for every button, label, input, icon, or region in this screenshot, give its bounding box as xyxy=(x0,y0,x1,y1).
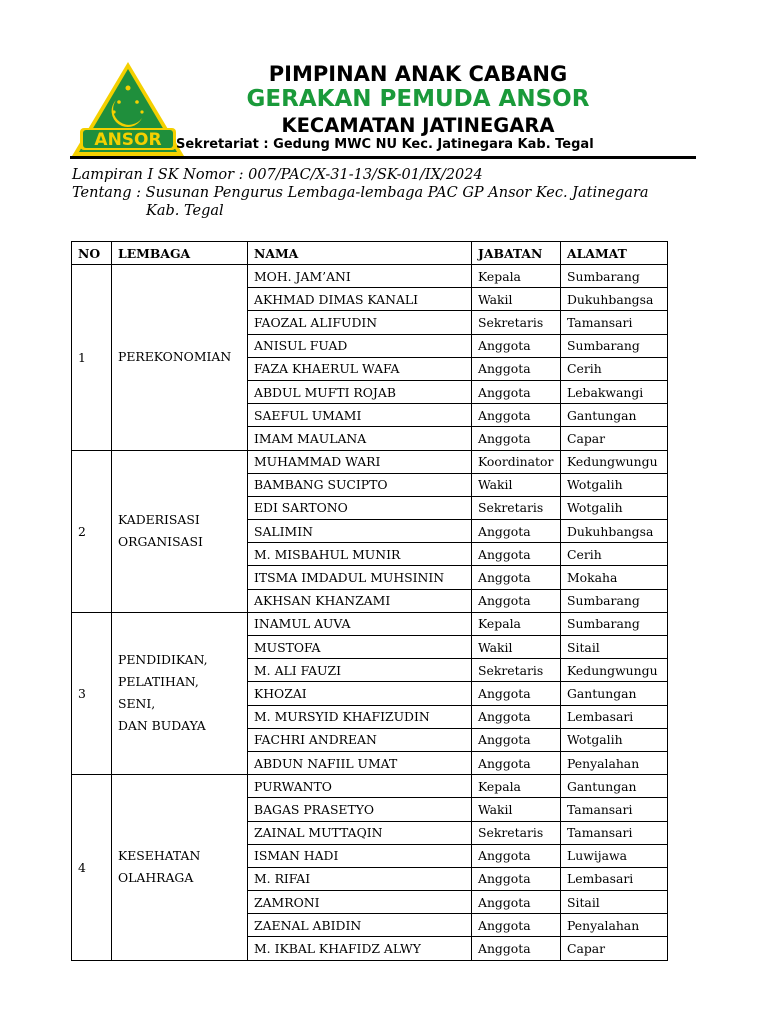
cell-nama: MUSTOFA xyxy=(248,636,472,659)
cell-alamat: Wotgalih xyxy=(561,473,668,496)
cell-alamat: Capar xyxy=(561,427,668,450)
cell-alamat: Gantungan xyxy=(561,682,668,705)
cell-jabatan: Anggota xyxy=(472,404,561,427)
cell-nama: SAEFUL UMAMI xyxy=(248,404,472,427)
cell-alamat: Kedungwungu xyxy=(561,450,668,473)
lembaga-line: ORGANISASI xyxy=(118,534,203,550)
lembaga-line: PELATIHAN, xyxy=(118,674,199,690)
cell-alamat: Sitail xyxy=(561,891,668,914)
cell-nama: AKHSAN KHANZAMI xyxy=(248,589,472,612)
cell-nama: ANISUL FUAD xyxy=(248,334,472,357)
cell-jabatan: Wakil xyxy=(472,798,561,821)
table-row xyxy=(72,775,668,798)
cell-nama: KHOZAI xyxy=(248,682,472,705)
cell-alamat: Sumbarang xyxy=(561,334,668,357)
group-number: 1 xyxy=(72,265,112,451)
cell-nama: M. IKBAL KHAFIDZ ALWY xyxy=(248,937,472,960)
lampiran-line: Lampiran I SK Nomor : 007/PAC/X-31-13/SK-01/IX/2024 xyxy=(72,167,483,183)
cell-alamat: Lebakwangi xyxy=(561,380,668,403)
cell-alamat: Lembasari xyxy=(561,705,668,728)
lembaga-line: SENI, xyxy=(118,696,156,712)
table-body xyxy=(72,265,668,961)
cell-nama: FACHRI ANDREAN xyxy=(248,728,472,751)
cell-nama: IMAM MAULANA xyxy=(248,427,472,450)
cell-nama: ISMAN HADI xyxy=(248,844,472,867)
lembaga-name xyxy=(112,265,248,451)
cell-jabatan: Kepala xyxy=(472,775,561,798)
pengurus-table xyxy=(71,241,668,961)
cell-nama: M. MURSYID KHAFIZUDIN xyxy=(248,705,472,728)
cell-alamat: Kedungwungu xyxy=(561,659,668,682)
cell-jabatan: Sekretaris xyxy=(472,311,561,334)
cell-jabatan: Anggota xyxy=(472,751,561,774)
tentang-line-cont: Kab. Tegal xyxy=(146,203,224,219)
header-lembaga: LEMBAGA xyxy=(112,242,248,265)
lembaga-line: KESEHATAN xyxy=(118,848,201,864)
cell-jabatan: Anggota xyxy=(472,427,561,450)
cell-nama: M. RIFAI xyxy=(248,867,472,890)
cell-jabatan: Anggota xyxy=(472,914,561,937)
cell-alamat: Capar xyxy=(561,937,668,960)
cell-alamat: Wotgalih xyxy=(561,728,668,751)
cell-jabatan: Anggota xyxy=(472,844,561,867)
cell-jabatan: Anggota xyxy=(472,543,561,566)
cell-alamat: Tamansari xyxy=(561,821,668,844)
cell-nama: ZAENAL ABIDIN xyxy=(248,914,472,937)
cell-jabatan: Wakil xyxy=(472,288,561,311)
cell-alamat: Sitail xyxy=(561,636,668,659)
cell-jabatan: Anggota xyxy=(472,728,561,751)
cell-nama: ZAMRONI xyxy=(248,891,472,914)
cell-nama: ZAINAL MUTTAQIN xyxy=(248,821,472,844)
cell-jabatan: Kepala xyxy=(472,612,561,635)
cell-alamat: Gantungan xyxy=(561,404,668,427)
cell-alamat: Sumbarang xyxy=(561,265,668,288)
logo-text: ANSOR xyxy=(94,130,162,150)
cell-alamat: Sumbarang xyxy=(561,589,668,612)
cell-alamat: Cerih xyxy=(561,543,668,566)
cell-jabatan: Sekretaris xyxy=(472,821,561,844)
group-number: 4 xyxy=(72,775,112,961)
cell-jabatan: Anggota xyxy=(472,334,561,357)
cell-jabatan: Koordinator xyxy=(472,450,561,473)
cell-nama: AKHMAD DIMAS KANALI xyxy=(248,288,472,311)
cell-alamat: Gantungan xyxy=(561,775,668,798)
table-header-row xyxy=(72,242,668,265)
cell-alamat: Lembasari xyxy=(561,867,668,890)
group-number: 2 xyxy=(72,450,112,612)
table-row xyxy=(72,450,668,473)
lembaga-name xyxy=(112,450,248,612)
lembaga-line: PENDIDIKAN, xyxy=(118,652,208,668)
cell-jabatan: Anggota xyxy=(472,589,561,612)
cell-nama: MOH. JAM’ANI xyxy=(248,265,472,288)
cell-nama: FAOZAL ALIFUDIN xyxy=(248,311,472,334)
cell-jabatan: Wakil xyxy=(472,636,561,659)
lembaga-name xyxy=(112,612,248,774)
cell-alamat: Cerih xyxy=(561,357,668,380)
cell-nama: FAZA KHAERUL WAFA xyxy=(248,357,472,380)
cell-jabatan: Anggota xyxy=(472,357,561,380)
lembaga-line: PEREKONOMIAN xyxy=(118,349,232,365)
header-jabatan: JABATAN xyxy=(472,242,561,265)
cell-nama: BAGAS PRASETYO xyxy=(248,798,472,821)
cell-jabatan: Anggota xyxy=(472,682,561,705)
table-row xyxy=(72,612,668,635)
cell-alamat: Penyalahan xyxy=(561,751,668,774)
cell-jabatan: Anggota xyxy=(472,380,561,403)
cell-jabatan: Anggota xyxy=(472,937,561,960)
cell-alamat: Luwijawa xyxy=(561,844,668,867)
cell-alamat: Mokaha xyxy=(561,566,668,589)
header-no: NO xyxy=(72,242,112,265)
cell-jabatan: Anggota xyxy=(472,891,561,914)
header-alamat: ALAMAT xyxy=(561,242,668,265)
cell-jabatan: Anggota xyxy=(472,867,561,890)
cell-alamat: Dukuhbangsa xyxy=(561,520,668,543)
header-address: Sekretariat : Gedung MWC NU Kec. Jatinegara Kab. Tegal xyxy=(176,137,594,152)
header-nama: NAMA xyxy=(248,242,472,265)
cell-nama: ABDUN NAFIIL UMAT xyxy=(248,751,472,774)
lembaga-line: OLAHRAGA xyxy=(118,870,194,886)
cell-jabatan: Sekretaris xyxy=(472,659,561,682)
cell-nama: PURWANTO xyxy=(248,775,472,798)
cell-nama: M. ALI FAUZI xyxy=(248,659,472,682)
cell-alamat: Sumbarang xyxy=(561,612,668,635)
group-number: 3 xyxy=(72,612,112,774)
cell-nama: ABDUL MUFTI ROJAB xyxy=(248,380,472,403)
lembaga-line: DAN BUDAYA xyxy=(118,718,206,734)
cell-alamat: Tamansari xyxy=(561,798,668,821)
cell-nama: SALIMIN xyxy=(248,520,472,543)
cell-nama: BAMBANG SUCIPTO xyxy=(248,473,472,496)
cell-alamat: Dukuhbangsa xyxy=(561,288,668,311)
tentang-line: Tentang : Susunan Pengurus Lembaga-lembaga PAC GP Ansor Kec. Jatinegara xyxy=(72,185,649,201)
cell-alamat: Tamansari xyxy=(561,311,668,334)
cell-nama: M. MISBAHUL MUNIR xyxy=(248,543,472,566)
cell-jabatan: Anggota xyxy=(472,566,561,589)
lembaga-name xyxy=(112,775,248,961)
header-line-3: KECAMATAN JATINEGARA xyxy=(281,114,555,137)
cell-alamat: Wotgalih xyxy=(561,496,668,519)
cell-jabatan: Sekretaris xyxy=(472,496,561,519)
cell-jabatan: Anggota xyxy=(472,520,561,543)
header-line-2: GERAKAN PEMUDA ANSOR xyxy=(246,86,590,112)
cell-jabatan: Wakil xyxy=(472,473,561,496)
cell-nama: EDI SARTONO xyxy=(248,496,472,519)
header-line-1: PIMPINAN ANAK CABANG xyxy=(268,62,568,86)
cell-nama: ITSMA IMDADUL MUHSININ xyxy=(248,566,472,589)
cell-jabatan: Anggota xyxy=(472,705,561,728)
header-divider xyxy=(70,156,696,159)
cell-nama: MUHAMMAD WARI xyxy=(248,450,472,473)
cell-nama: INAMUL AUVA xyxy=(248,612,472,635)
cell-jabatan: Kepala xyxy=(472,265,561,288)
cell-alamat: Penyalahan xyxy=(561,914,668,937)
lembaga-line: KADERISASI xyxy=(118,512,200,528)
table-row xyxy=(72,265,668,288)
